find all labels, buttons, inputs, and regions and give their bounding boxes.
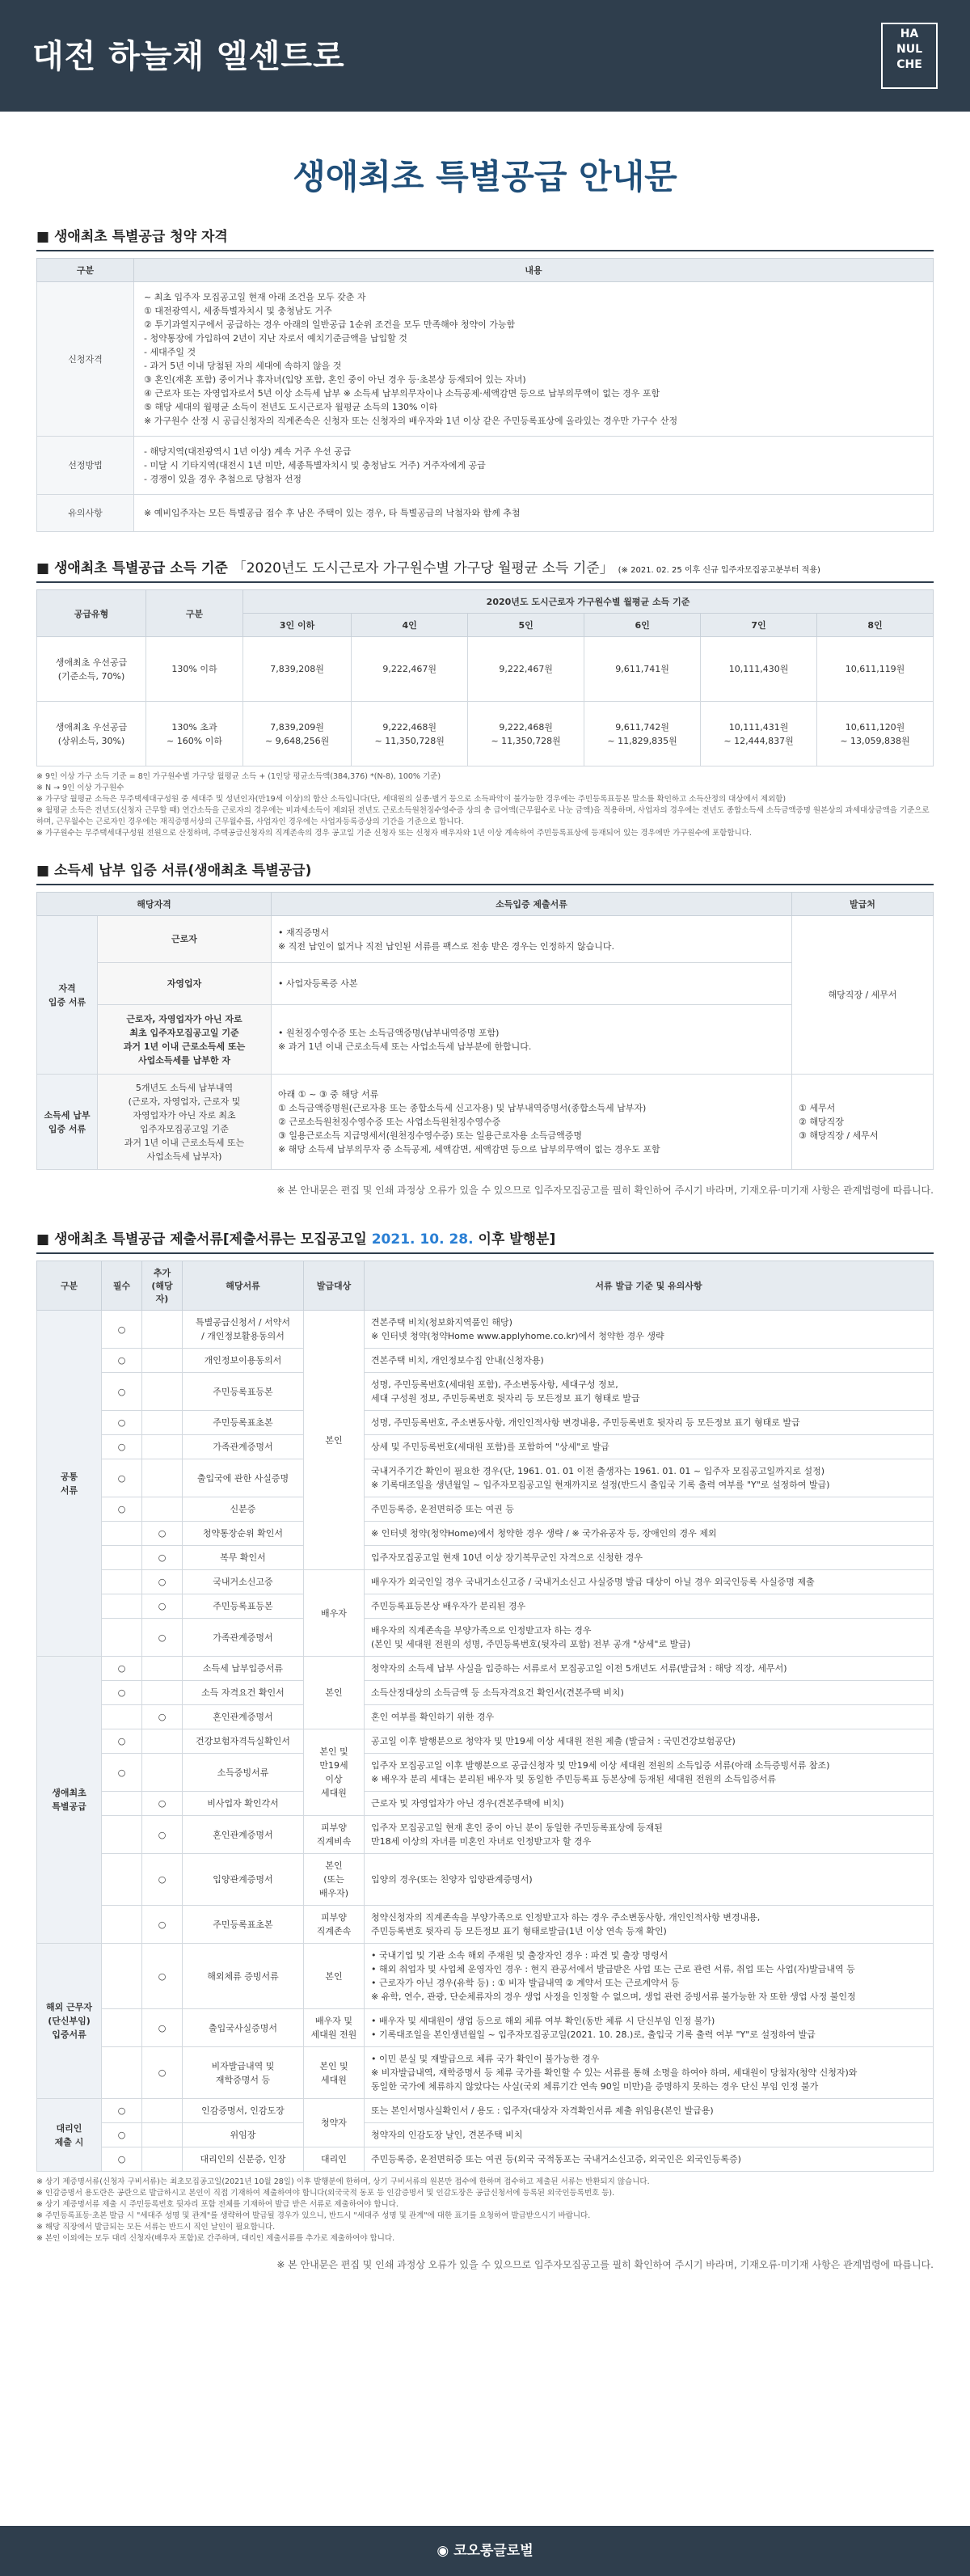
document-name: 국내거소신고증 — [183, 1570, 304, 1594]
additional-mark — [142, 1373, 183, 1411]
section-title-text: ■ 생애최초 특별공급 제출서류[제출서류는 모집공고일 — [36, 1231, 372, 1248]
additional-mark: ○ — [142, 1705, 183, 1729]
row-content: ※ 예비입주자는 모든 특별공급 접수 후 남은 주택이 있는 경우, 타 특별공급의 낙첨자와 함께 추첨 — [134, 495, 934, 532]
col-header: 발급대상 — [304, 1261, 365, 1311]
announcement-date: 2021. 10. 28. — [371, 1231, 474, 1248]
additional-mark: ○ — [142, 1546, 183, 1570]
required-mark: ○ — [102, 1435, 142, 1459]
section-documents — [36, 1227, 934, 2271]
section-title: ■ 소득세 납부 입증 서류(생애최초 특별공급) — [36, 859, 934, 885]
row-label: 신청자격 — [37, 282, 134, 437]
table-row — [37, 2123, 934, 2147]
issuer-cell: 대리인 — [304, 2147, 365, 2172]
document-criteria: 견본주택 비치, 개인정보수집 안내(신청자용) — [365, 1349, 934, 1373]
additional-mark: ○ — [142, 1906, 183, 1944]
page-title: 생애최초 특별공급 안내문 — [293, 157, 677, 196]
group-overseas — [37, 1944, 934, 2099]
row-content: 아래 ① ~ ③ 중 해당 서류 ① 소득금액증명원(근로자용 또는 종합소득세 신고자용) 및 납부내역증명서(종합소득세 납부자) ② 근로소득원천징수영수증 또는 사업소득원천징수영수증 ③ 일용근로소득 지급명세서(원천징수영수증) 또는 일용근로자용 소득금액증명 ※ 해당 소득세 납부의무자 중 소득공제, 세액감면, 세액감면 등으로 납부의무액이 없는 경우도 포함 — [272, 1075, 792, 1170]
document-name: 비자발급내역 및 재학증명서 등 — [183, 2047, 304, 2099]
document-name: 소득세 납부입증서류 — [183, 1657, 304, 1681]
col-header: 해당자격 — [37, 893, 272, 916]
section-title-text: 이후 발행분] — [473, 1231, 556, 1248]
table-row — [37, 2147, 934, 2172]
required-mark — [102, 1594, 142, 1619]
section-title — [36, 1227, 934, 1254]
group-proxy — [37, 2099, 934, 2172]
row-label: 자영업자 — [98, 963, 272, 1005]
additional-mark: ○ — [142, 1522, 183, 1546]
additional-mark — [142, 1729, 183, 1754]
issuer-cell: 본인 — [304, 1311, 365, 1570]
issuer-cell: 본인 — [304, 1944, 365, 2009]
required-mark: ○ — [102, 1497, 142, 1522]
cell: 130% 초과 ~ 160% 이하 — [146, 702, 243, 766]
document-name: 주민등록표초본 — [183, 1411, 304, 1435]
table-row — [37, 2009, 934, 2047]
additional-mark — [142, 1435, 183, 1459]
cell: 7,839,208원 — [243, 637, 352, 702]
col-header: 서류 발급 기준 및 유의사항 — [365, 1261, 934, 1311]
col-header: 6인 — [584, 614, 701, 637]
document-name: 건강보험자격득실확인서 — [183, 1729, 304, 1754]
table-row — [37, 1854, 934, 1906]
document-criteria: 공고일 이후 발행분으로 청약자 및 만19세 이상 세대원 전원 제출 (발급처 : 국민건강보험공단) — [365, 1729, 934, 1754]
section-income-criteria — [36, 556, 934, 839]
additional-mark — [142, 1349, 183, 1373]
required-mark: ○ — [102, 1311, 142, 1349]
document-criteria: ※ 인터넷 청약(청약Home)에서 청약한 경우 생략 / ※ 국가유공자 등, 장애인의 경우 제외 — [365, 1522, 934, 1546]
document-name: 주민등록표등본 — [183, 1594, 304, 1619]
row-label: 5개년도 소득세 납부내역 (근로자, 자영업자, 근로자 및 자영업자가 아닌 자로 최초 입주자모집공고일 기준 과거 1년 이내 근로소득세 또는 사업소득세 납부자) — [98, 1075, 272, 1170]
table-row — [37, 1705, 934, 1729]
document-name: 출입국에 관한 사실증명 — [183, 1459, 304, 1497]
required-mark — [102, 1906, 142, 1944]
section-tax-proof — [36, 859, 934, 1197]
document-criteria: • 배우자 및 세대원이 생업 등으로 해외 체류 여부 확인(동반 체류 시 단신부임 인정 불가) • 기록대조일을 본인생년월일 ~ 입주자모집공고일(2021. 10. 28.)로, 출입국 기록 출력 여부 "Y"로 설정하여 발급 — [365, 2009, 934, 2047]
document-criteria: 견본주택 비치(청보화지역품인 해당) ※ 인터넷 청약(청약Home www.applyhome.co.kr)에서 청약한 경우 생략 — [365, 1311, 934, 1349]
document-name: 가족관계증명서 — [183, 1619, 304, 1657]
row-content: - 해당지역(대전광역시 1년 이상) 계속 거주 우선 공급 - 미달 시 기타지역(대전시 1년 미만, 세종특별자치시 및 충청남도 거주) 거주자에게 공급 - 경쟁이 있을 경우 추첨으로 당첨자 선정 — [134, 437, 934, 495]
document-name: 출입국사실증명서 — [183, 2009, 304, 2047]
table-row — [37, 1619, 934, 1657]
cell: 7,839,209원 ~ 9,648,256원 — [243, 702, 352, 766]
required-mark — [102, 1816, 142, 1854]
table-row — [37, 702, 934, 766]
table-row — [37, 1570, 934, 1594]
cell: 9,222,467원 — [468, 637, 584, 702]
hanulche-logo: HA NUL CHE — [881, 23, 938, 89]
additional-mark — [142, 1311, 183, 1349]
additional-mark — [142, 1657, 183, 1681]
additional-mark: ○ — [142, 1854, 183, 1906]
cell: 9,611,741원 — [584, 637, 701, 702]
additional-mark — [142, 1497, 183, 1522]
section-eligibility — [36, 225, 934, 532]
document-name: 혼인관계증명서 — [183, 1816, 304, 1854]
required-mark: ○ — [102, 1754, 142, 1792]
issuer-cell: 피부양 직계비속 — [304, 1816, 365, 1854]
table-row — [37, 1349, 934, 1373]
col-header: 구분 — [37, 1261, 102, 1311]
col-header: 2020년도 도시근로자 가구원수별 월평균 소득 기준 — [243, 590, 934, 614]
table-row — [37, 495, 934, 532]
disclaimer: ※ 본 안내문은 편집 및 인쇄 과정상 오류가 있을 수 있으므로 입주자모집공고를 필히 확인하여 주시기 바라며, 기재오류·미기재 사항은 관계법령에 따릅니다. — [276, 2259, 934, 2270]
col-header: 4인 — [352, 614, 468, 637]
row-content: • 재직증명서 ※ 직전 납인이 없거나 직전 납인된 서류를 팩스로 전송 받은 경우는 인정하지 않습니다. — [272, 916, 792, 963]
required-mark: ○ — [102, 1681, 142, 1705]
issuer-cell: 피부양 직계존속 — [304, 1906, 365, 1944]
group-common — [37, 1311, 934, 1657]
row-content: ~ 최초 입주자 모집공고일 현재 아래 조건을 모두 갖춘 자 ① 대전광역시, 세종특별자치시 및 충청남도 거주 ② 투기과열지구에서 공급하는 경우 아래의 일반공급 1순위 조건을 모두 만족해야 청약이 가능함 - 청약통장에 가입하여 2년이 지난 자로서 예치기준금액을 납입할 것 - 세대주일 것 - 과거 5년 이내 당첨된 자의 세대에 속하지 않을 것 ③ 혼인(재혼 포함) 중이거나 휴자녀(입양 포함, 혼인 중이 아닌 경우 등·초본상 등재되어 있는 자녀) ④ 근로자 또는 자영업자로서 5년 이상 소득세 납부 ※ 소득세 납부의무자이나 소득공제·세액감면 등으로 납부의무액이 없는 경우 포함 ⑤ 해당 세대의 월평균 소득이 전년도 도시근로자 월평균 소득의 130% 이하 ※ 가구원수 산정 시 공급신청자의 직계존속은 신청자 또는 신청자의 배우자와 1년 이상 같은 주민등록표상에 올라있는 경우만 가구수 산정 — [134, 282, 934, 437]
document-name: 주민등록표초본 — [183, 1906, 304, 1944]
issuer-cell: 배우자 — [304, 1570, 365, 1657]
cell: 130% 이하 — [146, 637, 243, 702]
col-header: 5인 — [468, 614, 584, 637]
additional-mark — [142, 1754, 183, 1792]
row-label: 근로자, 자영업자가 아닌 자로 최초 입주자모집공고일 기준 과거 1년 이내 근로소득세 또는 사업소득세를 납부한 자 — [98, 1005, 272, 1075]
required-mark — [102, 1944, 142, 2009]
table-row — [37, 1411, 934, 1435]
document-name: 입양관계증명서 — [183, 1854, 304, 1906]
table-row — [37, 1522, 934, 1546]
row-content: • 사업자등록증 사본 — [272, 963, 792, 1005]
table-row — [37, 1497, 934, 1522]
issuer-cell: 본인 (또는 배우자) — [304, 1854, 365, 1906]
table-row — [37, 2099, 934, 2123]
additional-mark — [142, 2099, 183, 2123]
additional-mark: ○ — [142, 2047, 183, 2099]
section-subtitle: 「2020년도 도시근로자 가구원수별 가구당 월평균 소득 기준」 — [232, 560, 614, 576]
table-row — [37, 1435, 934, 1459]
document-name: 가족관계증명서 — [183, 1435, 304, 1459]
document-criteria: 배우자의 직계존속을 부양가족으로 인정받고자 하는 경우 (본인 및 세대원 전원의 성명, 주민등록번호(뒷자리 포함) 전부 공개 "상세"로 발급) — [365, 1619, 934, 1657]
additional-mark — [142, 2147, 183, 2172]
issuer-cell: 본인 — [304, 1657, 365, 1729]
table-row — [37, 1594, 934, 1619]
col-header: 구분 — [37, 259, 134, 282]
required-mark — [102, 1705, 142, 1729]
table-row — [37, 1729, 934, 1754]
document-criteria: 국내거주기간 확인이 필요한 경우(단, 1961. 01. 01 이전 출생자는 1961. 01. 01 ~ 입주자 모집공고일까지로 설정) ※ 기록대조일을 생년월일 ~ 입주자모집공고일 현재까지로 설정(반드시 출입국 기록 출력 여부를 "Y"로 설정하여 발급) — [365, 1459, 934, 1497]
document-criteria: 상세 및 주민등록번호(세대원 포함)를 포함하여 "상세"로 발급 — [365, 1435, 934, 1459]
section-title: ■ 생애최초 특별공급 청약 자격 — [36, 225, 934, 251]
document-criteria: 입주자 모집공고일 이후 발행분으로 공급신청자 및 만19세 이상 세대원 전원의 소득입증 서류(아래 소득증빙서류 참조) ※ 배우자 분리 세대는 분리된 배우자 및 동일한 주민등록표 등본상에 등재된 세대원 전원의 소득입증서류 — [365, 1754, 934, 1792]
cell: 9,222,468원 ~ 11,350,728원 — [468, 702, 584, 766]
required-mark: ○ — [102, 2147, 142, 2172]
required-mark — [102, 1854, 142, 1906]
table-row — [37, 1546, 934, 1570]
document-criteria: 주민등록증, 운전면허증 또는 여권 등 — [365, 1497, 934, 1522]
document-name: 소득증빙서류 — [183, 1754, 304, 1792]
document-criteria: 입양의 경우(또는 친양자 입양관계증명서) — [365, 1854, 934, 1906]
required-mark: ○ — [102, 1729, 142, 1754]
table-row — [37, 282, 934, 437]
table-row — [37, 1816, 934, 1854]
col-header: 내용 — [134, 259, 934, 282]
col-header: 구분 — [146, 590, 243, 637]
col-header: 공급유형 — [37, 590, 146, 637]
col-header: 3인 이하 — [243, 614, 352, 637]
table-row — [37, 1657, 934, 1681]
row-label: 유의사항 — [37, 495, 134, 532]
group-label: 대리인 제출 시 — [37, 2099, 102, 2172]
table-row — [37, 1373, 934, 1411]
required-mark — [102, 2009, 142, 2047]
additional-mark: ○ — [142, 1792, 183, 1816]
issuer-cell: 배우자 및 세대원 전원 — [304, 2009, 365, 2047]
required-mark: ○ — [102, 1657, 142, 1681]
issuer-cell: 본인 및 만19세 이상 세대원 — [304, 1729, 365, 1816]
table-row — [37, 437, 934, 495]
document-name: 신분증 — [183, 1497, 304, 1522]
additional-mark: ○ — [142, 1570, 183, 1594]
group-first-time — [37, 1657, 934, 1944]
document-criteria: • 이민 분실 및 재발급으로 체류 국가 확인이 불가능한 경우 ※ 비자발급내역, 재학증명서 등 체류 국가를 확인할 수 있는 서류를 통해 소명을 하여야 하며, 세대원이 당첨자(청약 신청자)와 동일한 국가에 체류하지 않았다는 사실(국외 체류기간 연속 90일 미만)을 증명하지 못하는 경우 단신 부임 인정 불가 — [365, 2047, 934, 2099]
additional-mark: ○ — [142, 1619, 183, 1657]
additional-mark — [142, 2123, 183, 2147]
income-notes: ※ 9인 이상 가구 소득 기준 = 8인 가구원수별 가구당 월평균 소득 + (1인당 평균소득액(384,376) *(N-8), 100% 기준) ※ N → 9인 이상 가구원수 ※ 가구당 월평균 소득은 무주택세대구성원 중 세대주 및 성년인자(만19세 이상)의 합산 소득입니다(단, 세대원의 실종·별거 등으로 소득파악이 불가능한 경우에는 주민등록표등본 말소를 확인하고 소득산정의 대상에서 제외함) ※ 월평균 소득은 전년도(신청자 근무할 때) 연간소득을 근로자의 경우에는 비과세소득이 제외된 전년도 근로소득원천징수영수증 상의 총 급여액(근무월수로 나눈 금액)을 적용하며, 사업자의 경우에는 전년도 종합소득세 소득금액증명 원본상의 과세대상금액을 기준으로 하며, 근무월수는 근로자인 경우에는 재직증명서상의 근무월수를, 사업자인 경우에는 사업자등록증상의 기간을 기준으로 합니다. ※ 가구원수는 무주택세대구성원 전원으로 산정하며, 주택공급신청자의 직계존속의 경우 공고일 기준 신청자 또는 신청자 배우자와 1년 이상 계속하여 주민등록표상에 등재되어 있는 경우에만 가구원수에 포함합니다. — [36, 772, 930, 838]
required-mark: ○ — [102, 1459, 142, 1497]
required-mark — [102, 1546, 142, 1570]
document-name: 복무 확인서 — [183, 1546, 304, 1570]
cell: 9,611,742원 ~ 11,829,835원 — [584, 702, 701, 766]
row-label: 생애최초 우선공급 (기준소득, 70%) — [37, 637, 146, 702]
disclaimer: ※ 본 안내문은 편집 및 인쇄 과정상 오류가 있을 수 있으므로 입주자모집공고를 필히 확인하여 주시기 바라며, 기재오류·미기재 사항은 관계법령에 따릅니다. — [276, 1185, 934, 1196]
table-row — [37, 1459, 934, 1497]
col-header: 발급처 — [792, 893, 934, 916]
required-mark: ○ — [102, 2123, 142, 2147]
table-row — [37, 1681, 934, 1705]
document-criteria: 주민등록표등본상 배우자가 분리된 경우 — [365, 1594, 934, 1619]
row-label: 선정방법 — [37, 437, 134, 495]
document-criteria: 청약자의 소득세 납부 사실을 입증하는 서류로서 모집공고일 이전 5개년도 서류(발급처 : 해당 직장, 세무서) — [365, 1657, 934, 1681]
document-name: 혼인관계증명서 — [183, 1705, 304, 1729]
table-row — [37, 1944, 934, 2009]
document-criteria: 성명, 주민등록번호, 주소변동사항, 개인인적사항 변경내용, 주민등록번호 뒷자리 등 모든정보 표기 형태로 발급 — [365, 1411, 934, 1435]
col-header: 추가 (해당자) — [142, 1261, 183, 1311]
issuer-cell: 본인 및 세대원 — [304, 2047, 365, 2099]
eligibility-table — [36, 258, 934, 532]
table-row — [37, 1754, 934, 1792]
document-criteria: 입주자모집공고일 현재 10년 이상 장기복무군인 자격으로 신청한 경우 — [365, 1546, 934, 1570]
document-criteria: 청약신청자의 직계존속을 부양가족으로 인정받고자 하는 경우 주소변동사항, 개인인적사항 변경내용, 주민등록번호 뒷자리 등 모든정보 표기 형태로발급(1년 이상 연속 등재 확인) — [365, 1906, 934, 1944]
document-criteria: 근로자 및 자영업자가 아닌 경우(견본주택에 비치) — [365, 1792, 934, 1816]
page-header — [0, 0, 970, 112]
section-title-text: ■ 생애최초 특별공급 소득 기준 — [36, 560, 228, 576]
table-row — [37, 1906, 934, 1944]
brand-title: 대전 하늘채 엘센트로 — [32, 38, 345, 75]
document-name: 주민등록표등본 — [183, 1373, 304, 1411]
required-mark: ○ — [102, 2099, 142, 2123]
group-label: 생애최초 특별공급 — [37, 1657, 102, 1944]
required-mark: ○ — [102, 1373, 142, 1411]
table-row — [37, 2047, 934, 2099]
row-content: • 원천징수영수증 또는 소득금액증명(납부내역증명 포함) ※ 과거 1년 이내 근로소득세 또는 사업소득세 납부분에 한합니다. — [272, 1005, 792, 1075]
cell: 10,111,431원 ~ 12,444,837원 — [701, 702, 817, 766]
cell: 10,111,430원 — [701, 637, 817, 702]
document-name: 특별공급신청서 / 서약서 / 개인정보활용동의서 — [183, 1311, 304, 1349]
document-criteria: 청약자의 인감도장 날인, 견본주택 비치 — [365, 2123, 934, 2147]
group-label: 소득세 납부 입증 서류 — [37, 1075, 98, 1170]
required-mark — [102, 1522, 142, 1546]
additional-mark: ○ — [142, 2009, 183, 2047]
cell: 9,222,467원 — [352, 637, 468, 702]
document-name: 청약통장순위 확인서 — [183, 1522, 304, 1546]
required-mark — [102, 1570, 142, 1594]
tax-proof-table — [36, 892, 934, 1170]
additional-mark: ○ — [142, 1944, 183, 2009]
income-table — [36, 589, 934, 766]
col-header: 필수 — [102, 1261, 142, 1311]
document-criteria: 배우자가 외국인일 경우 국내거소신고증 / 국내거소신고 사실증명 발급 대상이 아닐 경우 외국인등록 사실증명 제출 — [365, 1570, 934, 1594]
required-mark: ○ — [102, 1349, 142, 1373]
group-label: 해외 근무자 (단신부임) 입증서류 — [37, 1944, 102, 2099]
document-criteria: 주민등록증, 운전면허증 또는 여권 등(외국 국적동포는 국내거소신고증, 외국인은 외국인등록증) — [365, 2147, 934, 2172]
additional-mark — [142, 1681, 183, 1705]
cell: 9,222,468원 ~ 11,350,728원 — [352, 702, 468, 766]
documents-table — [36, 1261, 934, 2172]
col-header: 해당서류 — [183, 1261, 304, 1311]
col-header: 소득입증 제출서류 — [272, 893, 792, 916]
additional-mark — [142, 1459, 183, 1497]
col-header: 8인 — [817, 614, 934, 637]
table-row — [37, 637, 934, 702]
row-label: 생애최초 우선공급 (상위소득, 30%) — [37, 702, 146, 766]
cell: 10,611,120원 ~ 13,059,838원 — [817, 702, 934, 766]
table-row — [37, 1075, 934, 1170]
required-mark: ○ — [102, 1411, 142, 1435]
table-row — [37, 1792, 934, 1816]
document-name: 소득 자격요건 확인서 — [183, 1681, 304, 1705]
document-criteria: 또는 본인서명사실확인서 / 용도 : 입주자(대상자 자격확인서류 제출 위임용(본인 발급용) — [365, 2099, 934, 2123]
documents-notes: ※ 상기 제증명서류(신청자 구비서류)는 최초모집공고일(2021년 10월 28일) 이후 발행분에 한하며, 상기 구비서류의 원본만 접수에 한하며 접수하고 제출된 서류는 반환되지 않습니다. ※ 인감증명서 용도란은 공란으로 발급하시고 본인이 직접 기재하여 제출하여야 합니다(외국국적 동포 등 인감증명서 및 인감도장은 공급신청서에 등록된 외국인등록번호 등). ※ 상기 제증명서류 제출 시 주민등록번호 뒷자리 포함 전체를 기재하여 발급 받은 서류로 제출하여야 합니다. ※ 주민등록표등·초본 발급 시 "세대주 성명 및 관계"를 생략하여 발급될 경우가 있으니, 반드시 "세대주 성명 및 관계"에 대한 표기를 요청하여 발급받으시기 바랍니다. ※ 해당 직장에서 발급되는 모든 서류는 반드시 직인 날인이 필요합니다. ※ 본인 이외에는 모두 대리 신청자(배우자 포함)로 간주하며, 대리인 제출서류를 추가로 제출하여야 합니다. — [36, 2177, 650, 2243]
document-name: 해외체류 증빙서류 — [183, 1944, 304, 2009]
section-title — [36, 556, 934, 583]
cell: 10,611,119원 — [817, 637, 934, 702]
required-mark — [102, 1619, 142, 1657]
row-label: 근로자 — [98, 916, 272, 963]
document-criteria: 입주자 모집공고일 현재 혼인 중이 아닌 분이 동일한 주민등록표상에 등재된 만18세 이상의 자녀를 미혼인 자녀로 인정받고자 할 경우 — [365, 1816, 934, 1854]
document-criteria: 소득산정대상의 소득금액 등 소득자격요건 확인서(견본주택 비치) — [365, 1681, 934, 1705]
document-name: 개인정보이용동의서 — [183, 1349, 304, 1373]
additional-mark: ○ — [142, 1816, 183, 1854]
col-header: 7인 — [701, 614, 817, 637]
table-row — [37, 1311, 934, 1349]
document-criteria: 혼인 여부를 확인하기 위한 경우 — [365, 1705, 934, 1729]
additional-mark — [142, 1411, 183, 1435]
table-row — [37, 916, 934, 963]
document-name: 비사업자 확인각서 — [183, 1792, 304, 1816]
required-mark — [102, 1792, 142, 1816]
document-name: 대리인의 신분증, 인장 — [183, 2147, 304, 2172]
footer: ◉ 코오롱글로벌 — [0, 2526, 970, 2576]
document-name: 위임장 — [183, 2123, 304, 2147]
section-footnote: (※ 2021. 02. 25 이후 신규 입주자모집공고분부터 적용) — [618, 566, 820, 575]
required-mark — [102, 2047, 142, 2099]
issuer-cell: ① 세무서 ② 해당직장 ③ 해당직장 / 세무서 — [792, 1075, 934, 1170]
issuer-cell: 해당직장 / 세무서 — [792, 916, 934, 1075]
document-name: 인감증명서, 인감도장 — [183, 2099, 304, 2123]
issuer-cell: 청약자 — [304, 2099, 365, 2147]
group-label: 자격 입증 서류 — [37, 916, 98, 1075]
group-label: 공통 서류 — [37, 1311, 102, 1657]
document-criteria: • 국내기업 및 기관 소속 해외 주재원 및 출장자인 경우 : 파견 및 출장 명령서 • 해외 취업자 및 사업체 운영자인 경우 : 현지 관공서에서 발급받은 사업 또는 근로 관련 서류, 취업 또는 사업(자)발급내역 등 • 근로자가 아닌 경우(유학 등) : ① 비자 발급내역 ② 계약서 또는 근로계약서 등 ※ 유학, 연수, 관광, 단순체류자의 경우 생업 사정을 인정할 수 없으며, 생업 관련 증빙서류 불가능한 자 또한 생업 사정 불인정 — [365, 1944, 934, 2009]
document-criteria: 성명, 주민등록번호(세대원 포함), 주소변동사항, 세대구성 정보, 세대 구성원 정보, 주민등록번호 뒷자리 등 모든정보 표기 형태로 발급 — [365, 1373, 934, 1411]
additional-mark: ○ — [142, 1594, 183, 1619]
